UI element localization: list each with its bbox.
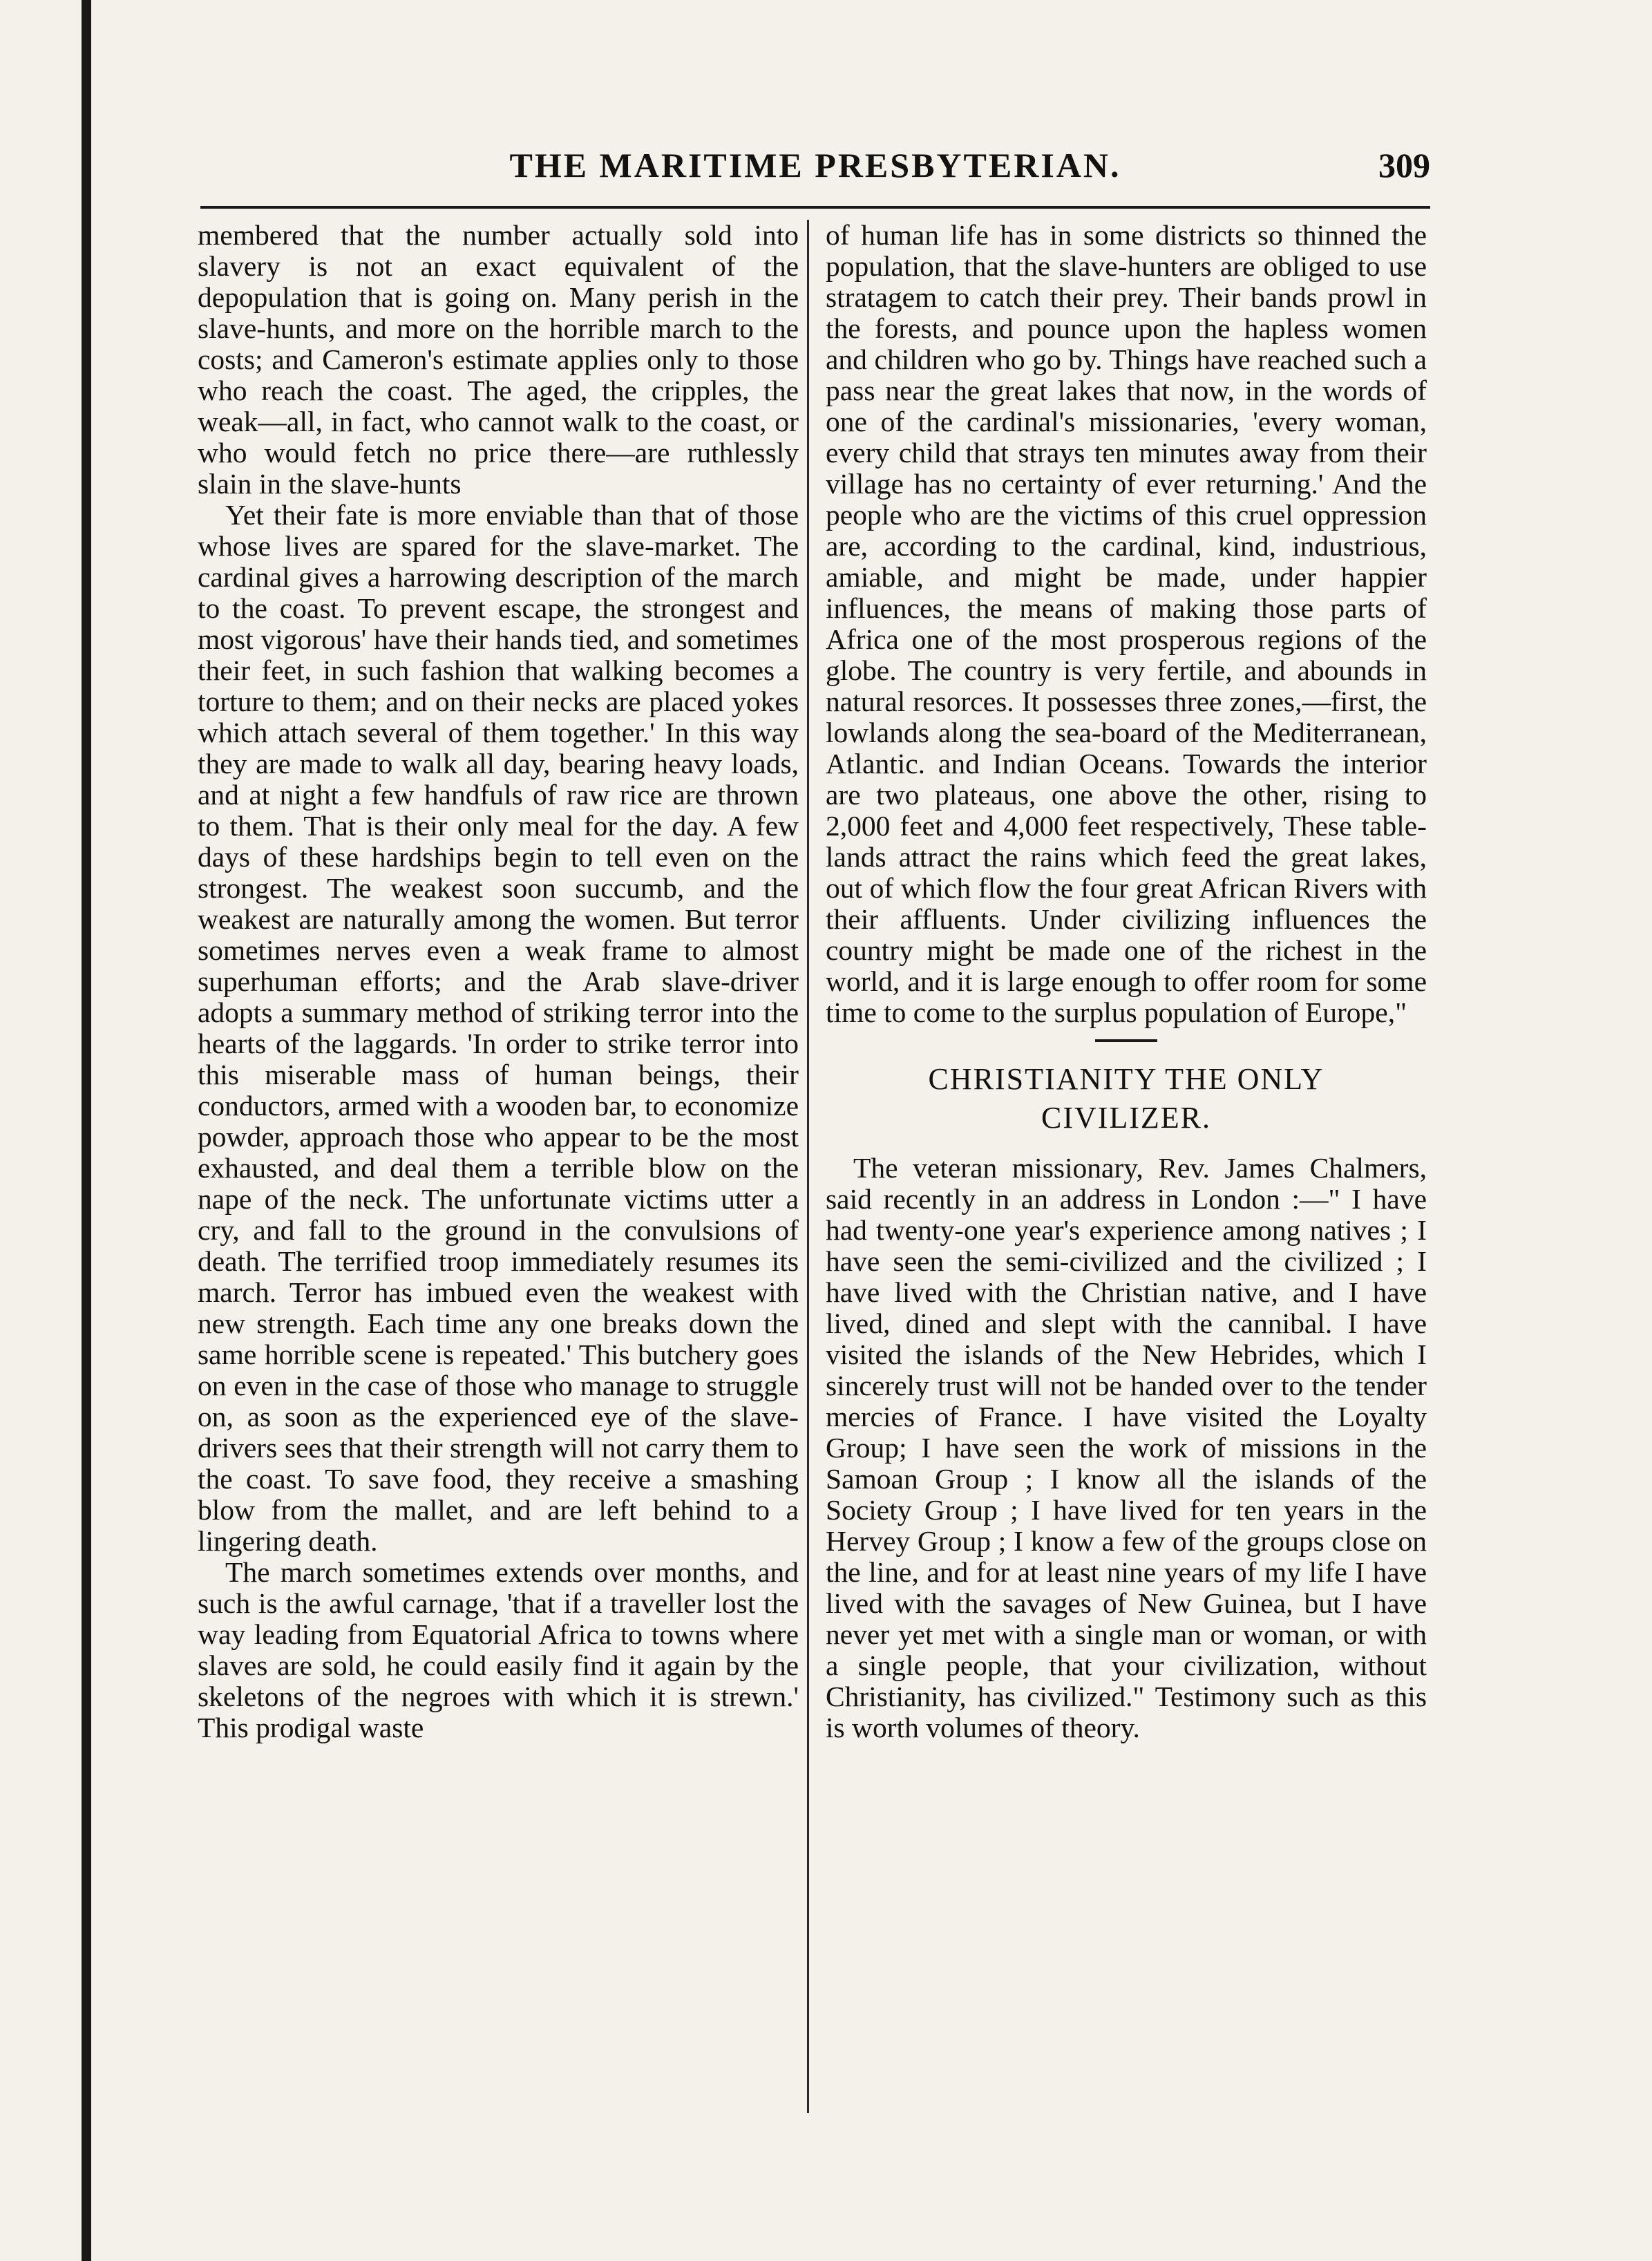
column-divider	[807, 220, 809, 2113]
section-heading	[826, 1060, 1427, 1137]
section-rule	[1095, 1039, 1157, 1042]
running-header	[200, 145, 1430, 200]
binding-edge	[82, 0, 91, 2261]
paragraph: The veteran missionary, Rev. James Chalmers, said recently in an address in London :—" I have had twenty-one year's experience among natives ; I have seen the semi-civilized and the civilized ; I have lived with the Christian native, and I have lived, dined and slept with the cannibal. I have visited the islands of the New Hebrides, which I sincerely trust will not be handed over to the tender mercies of France. I have visited the Loyalty Group; I have seen the work of missions in the Samoan Group ; I know all the islands of the Society Group ; I have lived for ten years in the Hervey Group ; I know a few of the groups close on the line, and for at least nine years of my life I have lived with the savages of New Guinea, but I have never yet met with a single man or woman, or with a single people, that your civilization, without Christianity, has civilized." Testimony such as this is worth volumes of theory.	[826, 1152, 1427, 1743]
right-column	[826, 220, 1427, 1743]
section-heading-line: CIVILIZER.	[1041, 1101, 1212, 1135]
paragraph: Yet their fate is more enviable than that of those whose lives are spared for the slave-market. The cardinal gives a harrowing description of the march to the coast. To prevent escape, the strongest and most vigorous' have their hands tied, and sometimes their feet, in such fashion that walking becomes a torture to them; and on their necks are placed yokes which attach several of them together.' In this way they are made to walk all day, bearing heavy loads, and at night a few handfuls of raw rice are thrown to them. That is their only meal for the day. A few days of these hardships begin to tell even on the strongest. The weakest soon succumb, and the weakest are naturally among the women. But terror sometimes nerves even a weak frame to almost superhuman efforts; and the Arab slave-driver adopts a summary method of striking terror into the hearts of the laggards. 'In order to strike terror into this miserable mass of human beings, their conductors, armed with a wooden bar, to economize powder, approach those who appear to be the most exhausted, and deal them a terrible blow on the nape of the neck. The unfortunate victims utter a cry, and fall to the ground in the convulsions of death. The terrified troop immediately resumes its march. Terror has imbued even the weakest with new strength. Each time any one breaks down the same horrible scene is repeated.' This butchery goes on even in the case of those who manage to struggle on, as soon as the experienced eye of the slave-drivers sees that their strength will not carry them to the coast. To save food, they receive a smashing blow from the mallet, and are left behind to a lingering death.	[198, 499, 799, 1557]
left-column	[198, 220, 799, 1743]
header-rule	[200, 206, 1430, 209]
paragraph: membered that the number actually sold into slavery is not an exact equivalent of the depopulation that is going on. Many perish in the slave-hunts, and more on the horrible march to the costs; and Cameron's estimate applies only to those who reach the coast. The aged, the cripples, the weak—all, in fact, who cannot walk to the coast, or who would fetch no price there—are ruthlessly slain in the slave-hunts	[198, 219, 799, 500]
section-heading-line: CHRISTIANITY THE ONLY	[928, 1062, 1325, 1096]
page-number: 309	[1378, 146, 1430, 185]
paragraph: The march sometimes extends over months, and such is the awful carnage, 'that if a traveller lost the way leading from Equatorial Africa to towns where slaves are sold, he could easily find it again by the skeletons of the negroes with which it is strewn.' This prodigal waste	[198, 1556, 799, 1743]
running-title: THE MARITIME PRESBYTERIAN.	[509, 146, 1121, 185]
paragraph: of human life has in some districts so thinned the population, that the slave-hunters are obliged to use stratagem to catch their prey. Their bands prowl in the forests, and pounce upon the hapless women and children who go by. Things have reached such a pass near the great lakes that now, in the words of one of the cardinal's missionaries, 'every woman, every child that strays ten minutes away from their village has no certainty of ever returning.' And the people who are the victims of this cruel oppression are, according to the cardinal, kind, industrious, amiable, and might be made, under happier influences, the means of making those parts of Africa one of the most prosperous regions of the globe. The country is very fertile, and abounds in natural resorces. It possesses three zones,—first, the lowlands along the sea-board of the Mediterranean, Atlantic. and Indian Oceans. Towards the interior are two plateaus, one above the other, rising to 2,000 feet and 4,000 feet respectively, These table-lands attract the rains which feed the great lakes, out of which flow the four great African Rivers with their affluents. Under civilizing influences the country might be made one of the richest in the world, and it is large enough to offer room for some time to come to the surplus population of Europe,"	[826, 219, 1427, 1028]
